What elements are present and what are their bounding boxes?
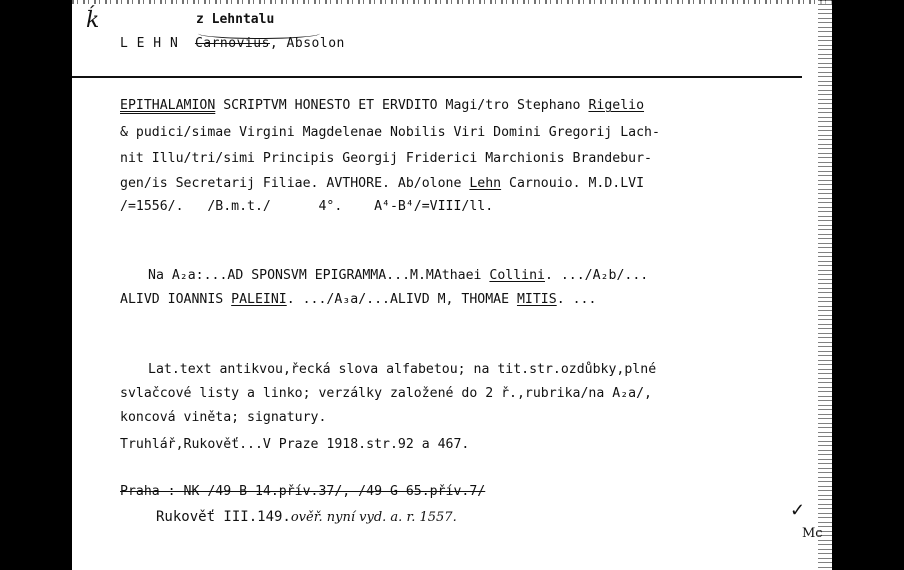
holdings-text: Rukověť III.149. <box>156 509 291 525</box>
handwritten-note: ověř. nyní vyd. a. r. 1557. <box>290 510 457 525</box>
reference-line: Truhlář,Rukověť...V Praze 1918.str.92 a 467. <box>120 437 470 452</box>
entry-line-1 <box>120 98 644 113</box>
header-rule <box>72 76 802 78</box>
scan-noise-top <box>72 0 832 4</box>
contents-name-paleini: PALEINI <box>231 292 287 307</box>
contents-line-1 <box>148 268 648 283</box>
entry-line-4-text-b: Carnouio. M.D.LVI <box>501 176 645 191</box>
contents-line-2 <box>120 292 596 307</box>
surname: L E H N <box>120 36 179 51</box>
author-heading <box>120 36 345 51</box>
contents-line-2-text-c: . ... <box>556 292 597 307</box>
entry-title: EPITHALAMION <box>120 98 216 113</box>
contents-line-2-text-a: ALIVD IOANNIS <box>120 292 232 307</box>
entry-line-1-text: SCRIPTVM HONESTO ET ERVDITO Magi/tro Stephano <box>215 98 589 113</box>
contents-line-1-text-b: . .../A₂b/... <box>544 268 649 283</box>
holdings-line <box>156 509 457 525</box>
entry-line-2: & pudici/simae Virgini Magdelenae Nobilis Viri Domini Gregorij Lach- <box>120 125 660 140</box>
contents-name-mitis: MITIS <box>516 292 557 307</box>
added-name: z Lehntalu <box>196 12 275 27</box>
initials: Mc <box>802 526 823 541</box>
entry-name-rigelio: Rigelio <box>588 98 645 113</box>
struck-holdings: Praha : NK /49 B 14.přív.37/, /49 G 65.přív.7/ <box>120 484 486 499</box>
struck-name: Carnovius <box>194 36 270 51</box>
entry-name-lehn: Lehn <box>469 176 502 191</box>
contents-line-2-text-b: . .../A₃a/...ALIVD M, THOMAE <box>286 292 517 307</box>
contents-line-1-text-a: Na A₂a:...AD SPONSVM EPIGRAMMA...M.MAthaei <box>148 268 490 283</box>
entry-line-4 <box>120 176 644 191</box>
handwritten-mark: ḱ <box>86 8 100 33</box>
entry-line-4-text-a: gen/is Secretarij Filiae. AVTHORE. Ab/olone <box>120 176 470 191</box>
entry-line-3: nit Illu/tri/simi Principis Georgij Friderici Marchionis Brandebur- <box>120 151 652 166</box>
catalog-card <box>72 0 832 570</box>
note-line-3: koncová viněta; signatury. <box>120 410 327 425</box>
contents-name-collini: Collini <box>489 268 545 283</box>
note-line-1: Lat.text antikvou,řecká slova alfabetou; na tit.str.ozdůbky,plné <box>148 362 657 377</box>
scan-noise-right <box>818 0 832 570</box>
entry-line-5: /=1556/. /B.m.t./ 4°. A⁴-B⁴/=VIII/ll. <box>120 199 494 214</box>
given-name: , Absolon <box>269 36 345 51</box>
note-line-2: svlačcové listy a linko; verzálky založené do 2 ř.,rubrika/na A₂a/, <box>120 386 652 401</box>
checkmark-icon: ✓ <box>790 500 806 521</box>
